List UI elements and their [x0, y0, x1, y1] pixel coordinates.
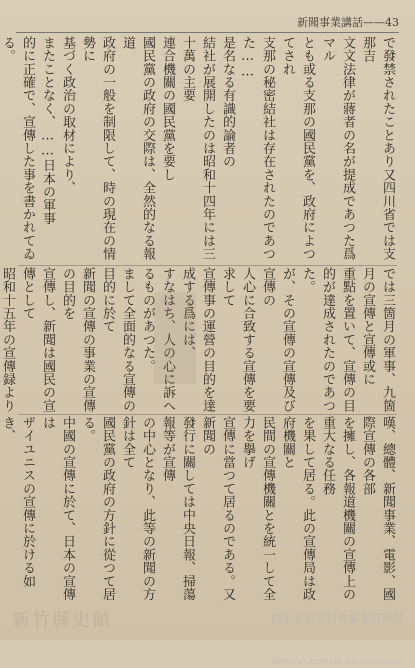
- section-divider-bottom: [18, 414, 397, 415]
- archive-stamp: 新竹縣史館: [12, 610, 112, 631]
- archive-watermark: [223, 598, 403, 666]
- page-title: 新聞事業講話——43: [297, 16, 399, 29]
- section-text-bottom: 嘆、總體、新聞事業、電影、國際宣傳の各部 を擁し、各報道機關の宣傳上の重大なる任務 を果して居る。此の宣傳局は政府機關と 民間の宣傳機關とを統一して全力を擧げ 宣傳に當つて居るのである。又新聞の 發行に關しては中央日報、掃蕩報等が宣傳 の中心となり、此等の新聞の方針は全て 國民黨の政府の方針に從つて居る。 中國の宣傳に於て、日本の宣傳は ザイユニスの宣傳に於ける如き、: [0, 416, 395, 601]
- watermark-line-2: National Archives Administration: [271, 657, 403, 666]
- section-text-middle: では三箇月の軍事、九箇月の宣傳と宣傳或に 重點を置いて、宣傳の目的が達成されたのであつた。 が、その宣傳の宣傳及び宣傳の 人心に合致する宣傳を要求して 宣傳事の運營の目的を達成する爲には、 すなはち、人の心に訴へるものがあつた。 まして全面的なる宣傳の目的に於て 新聞の宣傳の事業の宣傳の目的を 宣傳し、新聞は國民の宣傳として 昭和十五年の宣傳録より: [0, 267, 395, 413]
- watermark-line-1: 國家發展委員會檔案管理局: [271, 612, 403, 625]
- page-header: [16, 14, 399, 33]
- section-divider-top: [18, 265, 397, 266]
- faded-seal-mark: [154, 292, 196, 384]
- text-section-bottom: [0, 416, 397, 604]
- text-section-middle: [0, 267, 397, 413]
- section-text-top: で發禁されたことあり又四川省では支那吉 文文法律が蔣者の名が提成であつた爲マル とも或る支那の國民黨を、政府によつてされ 支那の秘密結社は存在されたのであつた…… 是名なる有識的論者の 結社が展開したのは昭和十四年には三十萬の主要 連合機關の國民黨を要し 國民黨の政府の交際は、全然的なる報道 政府の一般を制限して、時の現在の情勢に 基づく政治の取材により、 またことなく、……日本の軍事 的に正確で、宣傳した事を書かれてゐる。: [0, 36, 395, 261]
- text-section-top: [0, 36, 397, 264]
